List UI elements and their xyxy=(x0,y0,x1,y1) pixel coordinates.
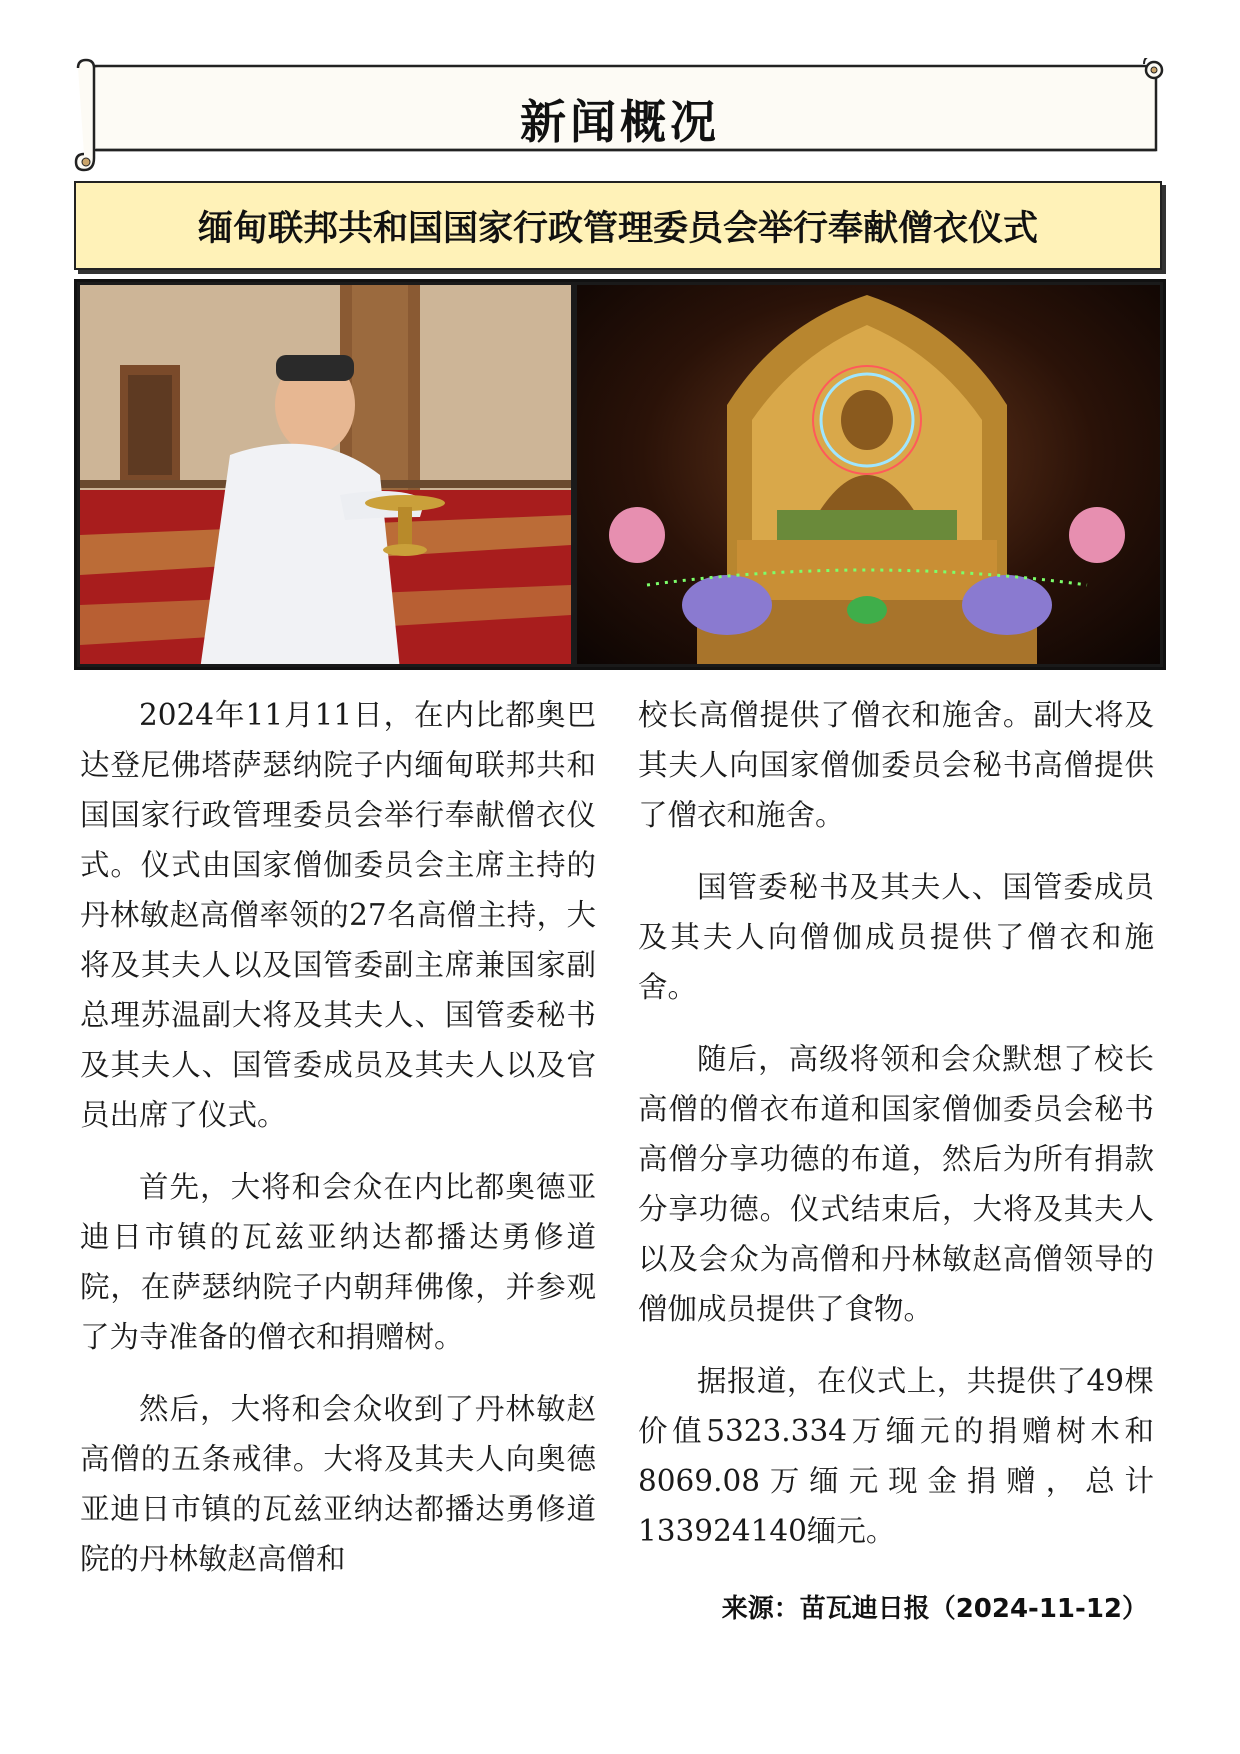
article-headline: 缅甸联邦共和国国家行政管理委员会举行奉献僧衣仪式 xyxy=(197,208,1038,249)
paragraph: 然后，大将和会众收到了丹林敏赵高僧的五条戒律。大将及其夫人向奥德亚迪日市镇的瓦兹亚纳达都播达勇修道院的丹林敏赵高僧和 xyxy=(80,1392,596,1576)
photo-buddha-shrine xyxy=(577,285,1160,664)
paragraph: 据报道，在仪式上，共提供了49棵价值5323.334万缅元的捐赠树木和8069.08万缅元现金捐赠，总计133924140缅元。 xyxy=(638,1364,1154,1548)
article-body xyxy=(80,690,1160,1650)
photo-buddha-shrine-icon xyxy=(577,285,1160,664)
article-column-right xyxy=(638,690,1154,1578)
article-source: 来源：苗瓦迪日报（2024-11-12） xyxy=(721,1594,1148,1624)
photo-offering-icon xyxy=(80,285,571,664)
section-title: 新闻概况 xyxy=(520,95,720,149)
title-banner xyxy=(74,58,1166,176)
paragraph: 随后，高级将领和会众默想了校长高僧的僧衣布道和国家僧伽委员会秘书高僧分享功德的布道，然后为所有捐款分享功德。仪式结束后，大将及其夫人以及会众为高僧和丹林敏赵高僧领导的僧伽成员提供了食物。 xyxy=(638,1042,1154,1326)
paragraph: 首先，大将和会众在内比都奥德亚迪日市镇的瓦兹亚纳达都播达勇修道院，在萨瑟纳院子内朝拜佛像，并参观了为寺准备的僧衣和捐赠树。 xyxy=(80,1170,596,1354)
paragraph: 国管委秘书及其夫人、国管委成员及其夫人向僧伽成员提供了僧衣和施舍。 xyxy=(638,870,1154,1004)
article-headline-box xyxy=(74,181,1162,270)
photo-offering xyxy=(80,285,571,664)
paragraph-continuation: 校长高僧提供了僧衣和施舍。副大将及其夫人向国家僧伽委员会秘书高僧提供了僧衣和施舍。 xyxy=(638,698,1154,832)
photo-strip xyxy=(74,279,1166,670)
article-column-left xyxy=(80,690,596,1606)
paragraph: 2024年11月11日，在内比都奥巴达登尼佛塔萨瑟纳院子内缅甸联邦共和国国家行政管理委员会举行奉献僧衣仪式。仪式由国家僧伽委员会主席主持的丹林敏赵高僧率领的27名高僧主持，大将及其夫人以及国管委副主席兼国家副总理苏温副大将及其夫人、国管委秘书及其夫人、国管委成员及其夫人以及官员出席了仪式。 xyxy=(80,698,596,1132)
